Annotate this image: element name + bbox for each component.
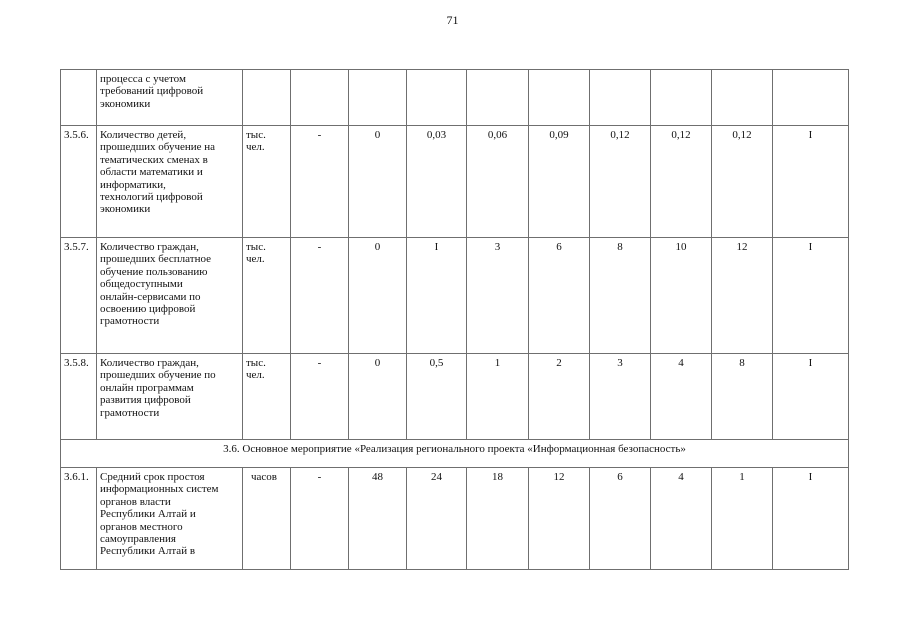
row-number: 3.6.1. — [61, 468, 97, 570]
value-cell: 1 — [712, 468, 773, 570]
value-cell: 48 — [349, 468, 407, 570]
value-cell: 12 — [712, 238, 773, 354]
value-cell — [349, 70, 407, 126]
value-cell: I — [407, 238, 467, 354]
unit-cell: тыс. чел. — [243, 238, 291, 354]
unit-cell — [243, 70, 291, 126]
value-cell — [467, 70, 529, 126]
value-cell: - — [291, 354, 349, 440]
value-cell: 0,09 — [529, 126, 590, 238]
table-row — [61, 238, 849, 354]
table-row — [61, 126, 849, 238]
value-cell: 1 — [467, 354, 529, 440]
table-row — [61, 354, 849, 440]
value-cell: 0,06 — [467, 126, 529, 238]
indicators-table — [60, 69, 849, 570]
value-cell: 0,12 — [712, 126, 773, 238]
value-cell — [712, 70, 773, 126]
unit-cell: тыс. чел. — [243, 126, 291, 238]
value-cell: 10 — [651, 238, 712, 354]
value-cell: - — [291, 468, 349, 570]
value-cell: 0 — [349, 238, 407, 354]
value-cell: - — [291, 238, 349, 354]
section-title: 3.6. Основное мероприятие «Реализация регионального проекта «Информационная безопасность» — [61, 440, 849, 468]
row-number — [61, 70, 97, 126]
section-row — [61, 440, 849, 468]
value-cell: 0,12 — [651, 126, 712, 238]
value-cell: I — [773, 468, 849, 570]
value-cell — [651, 70, 712, 126]
value-cell: 8 — [712, 354, 773, 440]
value-cell — [773, 70, 849, 126]
value-cell: 4 — [651, 468, 712, 570]
value-cell: 0,5 — [407, 354, 467, 440]
value-cell: 0,12 — [590, 126, 651, 238]
unit-cell: тыс. чел. — [243, 354, 291, 440]
value-cell — [407, 70, 467, 126]
value-cell: 6 — [529, 238, 590, 354]
table-row — [61, 70, 849, 126]
indicator-name: Количество детей, прошедших обучение на тематических сменах в области математики и информатики, технологий цифровой экономики — [97, 126, 243, 238]
value-cell: I — [773, 238, 849, 354]
page-number: 71 — [446, 13, 459, 27]
value-cell: 0 — [349, 126, 407, 238]
value-cell: I — [773, 126, 849, 238]
indicator-name: Количество граждан, прошедших обучение по онлайн программам развития цифровой грамотности — [97, 354, 243, 440]
row-number: 3.5.6. — [61, 126, 97, 238]
value-cell — [590, 70, 651, 126]
indicator-name: Количество граждан, прошедших бесплатное обучение пользованию общедоступными онлайн-сервисами по освоению цифровой грамотности — [97, 238, 243, 354]
value-cell: 0,03 — [407, 126, 467, 238]
value-cell: 12 — [529, 468, 590, 570]
table-row — [61, 468, 849, 570]
indicator-name: Средний срок простоя информационных систем органов власти Республики Алтай и органов местного самоуправления Республики Алтай в — [97, 468, 243, 570]
value-cell — [529, 70, 590, 126]
value-cell: 4 — [651, 354, 712, 440]
row-number: 3.5.7. — [61, 238, 97, 354]
value-cell: 8 — [590, 238, 651, 354]
value-cell: 2 — [529, 354, 590, 440]
value-cell: 6 — [590, 468, 651, 570]
value-cell: 24 — [407, 468, 467, 570]
value-cell — [291, 70, 349, 126]
value-cell: 3 — [467, 238, 529, 354]
row-number: 3.5.8. — [61, 354, 97, 440]
unit-cell: часов — [243, 468, 291, 570]
value-cell: 0 — [349, 354, 407, 440]
value-cell: 18 — [467, 468, 529, 570]
value-cell: - — [291, 126, 349, 238]
value-cell: I — [773, 354, 849, 440]
indicator-name: процесса с учетом требований цифровой экономики — [97, 70, 243, 126]
value-cell: 3 — [590, 354, 651, 440]
